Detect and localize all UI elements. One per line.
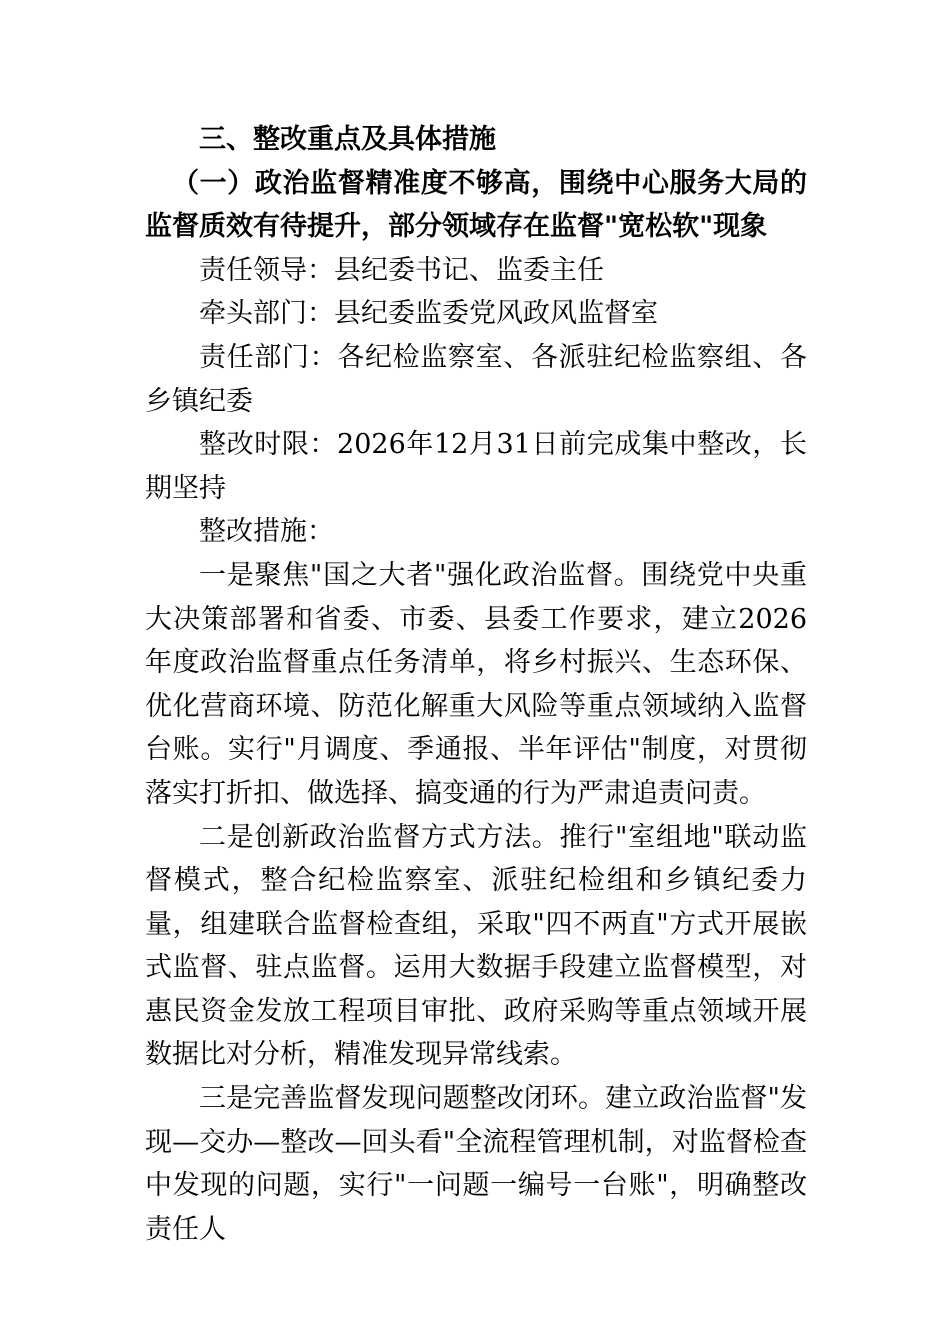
sub-heading: （一）政治监督精准度不够高，围绕中心服务大局的监督质效有待提升，部分领域存在监督"宽松软"现象 (145, 167, 807, 243)
responsible-leader: 责任领导：县纪委书记、监委主任 (199, 254, 604, 286)
section-heading: 三、整改重点及具体措施 (199, 124, 496, 155)
measure-2: 二是创新政治监督方式方法。推行"室组地"联动监督模式，整合纪检监察室、派驻纪检组和乡镇纪委力量，组建联合监督检查组，采取"四不两直"方式开展嵌式监督、驻点监督。运用大数据手段建立监督模型，对惠民资金发放工程项目审批、政府采购等重点领域开展数据比对分析，精准发现异常线索。 (145, 821, 807, 1071)
deadline: 整改时限：2026年12月31日前完成集中整改，长期坚持 (145, 429, 807, 504)
responsible-departments: 责任部门：各纪检监察室、各派驻纪检监察组、各乡镇纪委 (145, 341, 807, 417)
measure-1: 一是聚焦"国之大者"强化政治监督。围绕党中央重大决策部署和省委、市委、县委工作要求，建立2026年度政治监督重点任务清单，将乡村振兴、生态环保、优化营商环境、防范化解重大风险等重点领域纳入监督台账。实行"月调度、季通报、半年评估"制度，对贯彻落实打折扣、做选择、搞变通的行为严肃追责问责。 (145, 559, 807, 809)
document-page (145, 118, 807, 1251)
lead-department: 牵头部门：县纪委监委党风政风监督室 (199, 298, 658, 330)
measure-3: 三是完善监督发现问题整改闭环。建立政治监督"发现—交办—整改—回头看"全流程管理机制，对监督检查中发现的问题，实行"一问题一编号一台账"，明确整改责任人 (145, 1083, 807, 1245)
measures-label: 整改措施： (199, 516, 334, 548)
